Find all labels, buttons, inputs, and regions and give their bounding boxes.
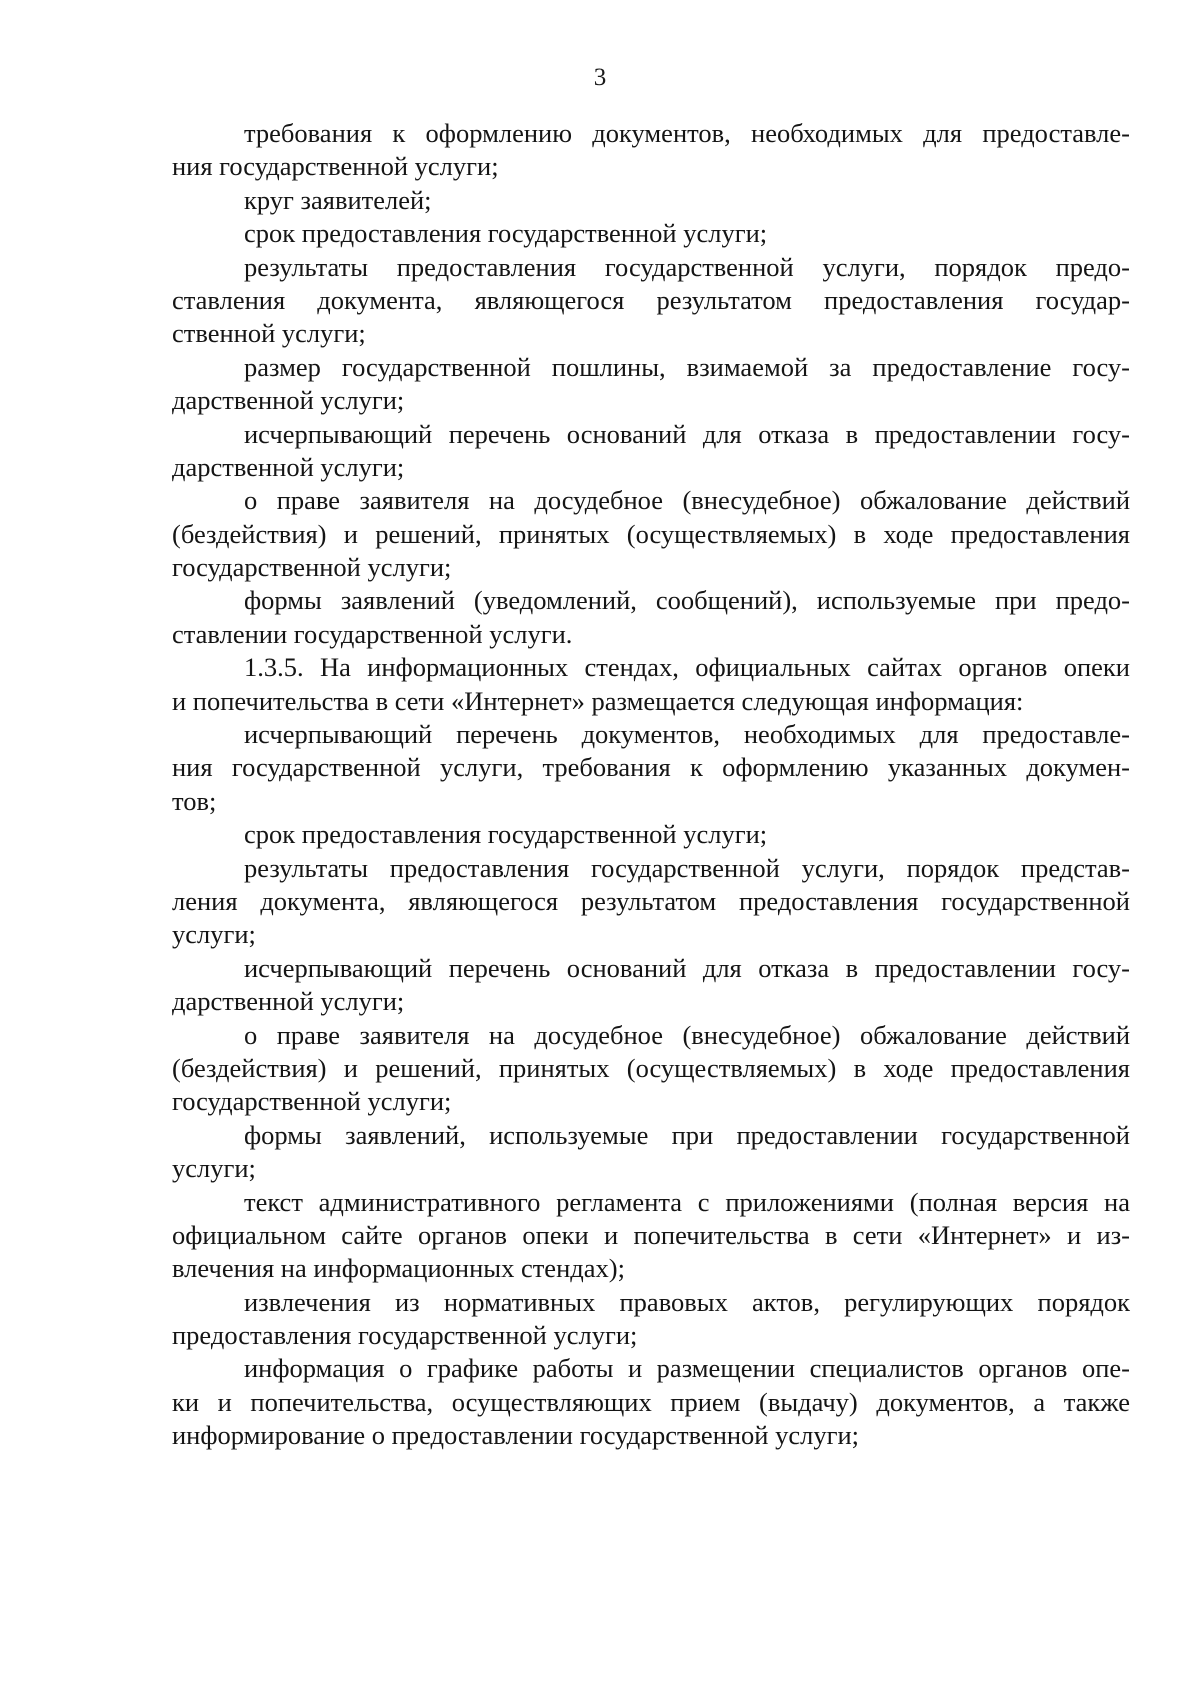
paragraph-line: результаты предоставления государственной услуги, порядок предо- — [244, 251, 1130, 282]
paragraph-line: тов; — [172, 785, 217, 816]
paragraph-line: круг заявителей; — [244, 184, 432, 215]
paragraph-line: информация о графике работы и размещении специалистов органов опе- — [244, 1353, 1130, 1384]
paragraph-line: услуги; — [172, 919, 256, 950]
paragraph-line: ния государственной услуги, требования к оформлению указанных докумен- — [172, 752, 1130, 783]
paragraph-line: (бездействия) и решений, принятых (осуществляемых) в ходе предоставления — [172, 518, 1130, 549]
paragraph — [172, 852, 1130, 952]
paragraph — [172, 1352, 1130, 1452]
paragraph-line: результаты предоставления государственной услуги, порядок представ- — [244, 852, 1130, 883]
paragraph — [172, 584, 1130, 651]
paragraph-line: предоставления государственной услуги; — [172, 1320, 638, 1351]
paragraph-line: ления документа, являющегося результатом предоставления государственной — [172, 885, 1130, 916]
paragraph-line: дарственной услуги; — [172, 385, 405, 416]
paragraph — [172, 117, 1130, 184]
paragraph — [172, 1286, 1130, 1353]
paragraph — [172, 351, 1130, 418]
paragraph — [172, 217, 1130, 250]
paragraph-line: дарственной услуги; — [172, 451, 405, 482]
paragraph-line: ставления документа, являющегося результатом предоставления государ- — [172, 284, 1130, 315]
paragraph-line: размер государственной пошлины, взимаемой за предоставление госу- — [244, 351, 1130, 382]
paragraph — [172, 651, 1130, 718]
paragraph — [172, 952, 1130, 1019]
paragraph-line: срок предоставления государственной услуги; — [244, 218, 768, 249]
paragraph-line: требования к оформлению документов, необходимых для предоставле- — [244, 118, 1130, 148]
paragraph-line: дарственной услуги; — [172, 986, 405, 1017]
paragraph-line: (бездействия) и решений, принятых (осуществляемых) в ходе предоставления — [172, 1052, 1130, 1083]
paragraph-line: государственной услуги; — [172, 552, 452, 583]
paragraph — [172, 718, 1130, 818]
paragraph — [172, 1119, 1130, 1186]
paragraph — [172, 818, 1130, 851]
paragraph-line: и попечительства в сети «Интернет» размещается следующая информация: — [172, 685, 1024, 716]
paragraph — [172, 184, 1130, 217]
paragraph — [172, 484, 1130, 584]
paragraph-line: извлечения из нормативных правовых актов, регулирующих порядок — [244, 1286, 1130, 1317]
paragraph-line: о праве заявителя на досудебное (внесудебное) обжалование действий — [244, 485, 1130, 516]
page-number: 3 — [593, 64, 607, 91]
paragraph-line: ставлении государственной услуги. — [172, 618, 573, 649]
paragraph-line: текст административного регламента с приложениями (полная версия на — [244, 1186, 1130, 1217]
paragraph-line: ственной услуги; — [172, 318, 366, 349]
paragraph-line: формы заявлений (уведомлений, сообщений), используемые при предо- — [244, 585, 1130, 616]
paragraph-line: 1.3.5. На информационных стендах, официальных сайтах органов опеки — [244, 652, 1130, 683]
paragraph-line: исчерпывающий перечень оснований для отказа в предоставлении госу- — [244, 952, 1130, 983]
paragraph-line: государственной услуги; — [172, 1086, 452, 1117]
paragraph — [172, 1019, 1130, 1119]
paragraph-line: ния государственной услуги; — [172, 151, 499, 182]
paragraph-line: услуги; — [172, 1153, 256, 1184]
paragraph — [172, 251, 1130, 351]
paragraph-line: информирование о предоставлении государственной услуги; — [172, 1420, 860, 1451]
paragraph — [172, 418, 1130, 485]
paragraph-line: влечения на информационных стендах); — [172, 1253, 625, 1284]
paragraph-line: о праве заявителя на досудебное (внесудебное) обжалование действий — [244, 1019, 1130, 1050]
paragraph-line: официальном сайте органов опеки и попечительства в сети «Интернет» и из- — [172, 1219, 1130, 1250]
paragraph-line: исчерпывающий перечень документов, необходимых для предоставле- — [244, 719, 1130, 750]
paragraph — [172, 1186, 1130, 1286]
paragraph-line: срок предоставления государственной услуги; — [244, 819, 768, 850]
paragraph-line: формы заявлений, используемые при предоставлении государственной — [244, 1119, 1130, 1150]
paragraph-line: ки и попечительства, осуществляющих прием (выдачу) документов, а также — [172, 1386, 1130, 1417]
paragraph-line: исчерпывающий перечень оснований для отказа в предоставлении госу- — [244, 418, 1130, 449]
document-body — [172, 117, 1130, 1453]
